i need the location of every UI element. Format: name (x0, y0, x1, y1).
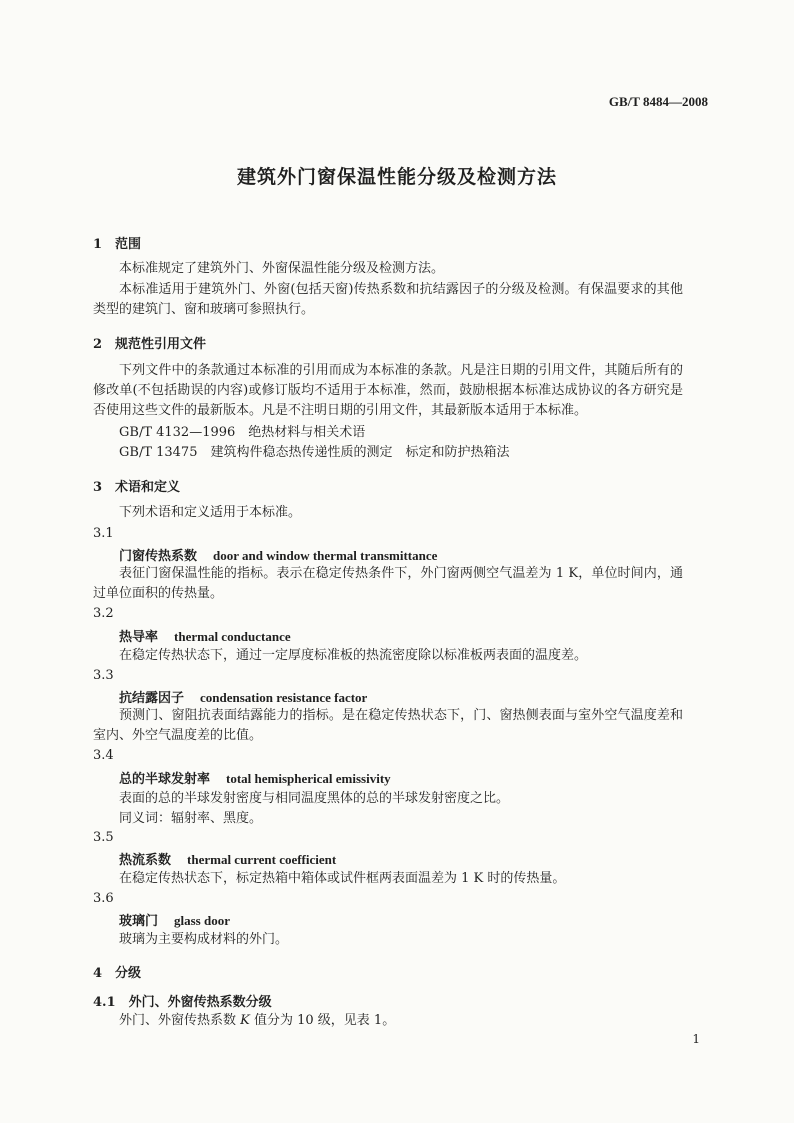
term-definition: 在稳定传热状态下，标定热箱中箱体或试件框两表面温差为 1 K 时的传热量。 (119, 871, 566, 886)
section-3-intro: 下列术语和定义适用于本标准。 (119, 505, 302, 520)
term-cn: 玻璃门 (119, 914, 159, 929)
section-1-para-1: 本标准规定了建筑外门、外窗保温性能分级及检测方法。 (119, 261, 445, 276)
section-1-para-2: 本标准适用于建筑外门、外窗(包括天窗)传热系数和抗结露因子的分级及检测。有保温要求的其他类型的建筑门、窗和玻璃可参照执行。 (93, 282, 683, 317)
section-2-para-1: 下列文件中的条款通过本标准的引用而成为本标准的条款。凡是注日期的引用文件，其随后所有的修改单(不包括勘误的内容)或修订版均不适用于本标准，然而，鼓励根据本标准达成协议的各方研究是否使用这些文件的最新版本。凡是不注明日期的引用文件，其最新版本适用于本标准。 (93, 363, 683, 418)
section-2-heading: 2 规范性引用文件 (93, 337, 207, 352)
k-symbol: K (240, 1013, 250, 1028)
term-en: total hemispherical emissivity (226, 771, 391, 786)
term-number: 3.6 (93, 891, 114, 906)
term-cn: 门窗传热系数 (119, 549, 198, 564)
term-definition: 表面的总的半球发射密度与相同温度黑体的总的半球发射密度之比。 (119, 791, 510, 806)
term-number: 3.5 (93, 830, 114, 845)
term-cn: 热流系数 (119, 853, 172, 868)
term-definition: 表征门窗保温性能的指标。表示在稳定传热条件下，外门窗两侧空气温差为 1 K，单位时间内，通过单位面积的传热量。 (93, 566, 683, 601)
page-title: 建筑外门窗保温性能分级及检测方法 (236, 166, 557, 188)
term-en: door and window thermal transmittance (213, 548, 438, 563)
term-title (119, 910, 230, 929)
term-synonym: 同义词：辐射率、黑度。 (119, 811, 263, 826)
reference-1: GB/T 4132—1996 绝热材料与相关术语 (119, 425, 366, 440)
term-en: glass door (174, 913, 230, 928)
term-en: thermal current coefficient (187, 852, 337, 867)
reference-2: GB/T 13475 建筑构件稳态热传递性质的测定 标定和防护热箱法 (119, 445, 510, 460)
term-title (119, 849, 336, 868)
term-en: thermal conductance (174, 629, 291, 644)
term-title (119, 626, 291, 645)
standard-code: GB/T 8484—2008 (608, 94, 708, 109)
para-text-a: 外门、外窗传热系数 (119, 1013, 241, 1028)
term-definition: 在稳定传热状态下，通过一定厚度标准板的热流密度除以标准板两表面的温度差。 (119, 648, 588, 663)
page-number: 1 (692, 1032, 700, 1046)
term-title (119, 687, 367, 706)
para-text-b: 值分为 10 级，见表 1。 (249, 1013, 396, 1028)
term-number: 3.3 (93, 668, 114, 683)
term-definition: 预测门、窗阻抗表面结露能力的指标。是在稳定传热状态下，门、窗热侧表面与室外空气温度差和室内、外空气温度差的比值。 (93, 708, 683, 743)
section-4-heading: 4 分级 (93, 966, 142, 981)
term-number: 3.4 (93, 748, 114, 763)
term-cn: 抗结露因子 (119, 691, 185, 706)
term-number: 3.2 (93, 606, 114, 621)
term-cn: 热导率 (119, 630, 159, 645)
term-number: 3.1 (93, 526, 114, 541)
term-cn: 总的半球发射率 (119, 772, 211, 787)
term-definition: 玻璃为主要构成材料的外门。 (119, 932, 289, 947)
section-4-1-para (119, 1011, 395, 1031)
term-title (119, 768, 391, 787)
term-en: condensation resistance factor (200, 690, 368, 705)
section-4-1-heading: 4.1 外门、外窗传热系数分级 (93, 995, 272, 1010)
term-title (119, 545, 437, 564)
section-3-heading: 3 术语和定义 (93, 480, 181, 495)
section-1-heading: 1 范围 (93, 237, 142, 252)
